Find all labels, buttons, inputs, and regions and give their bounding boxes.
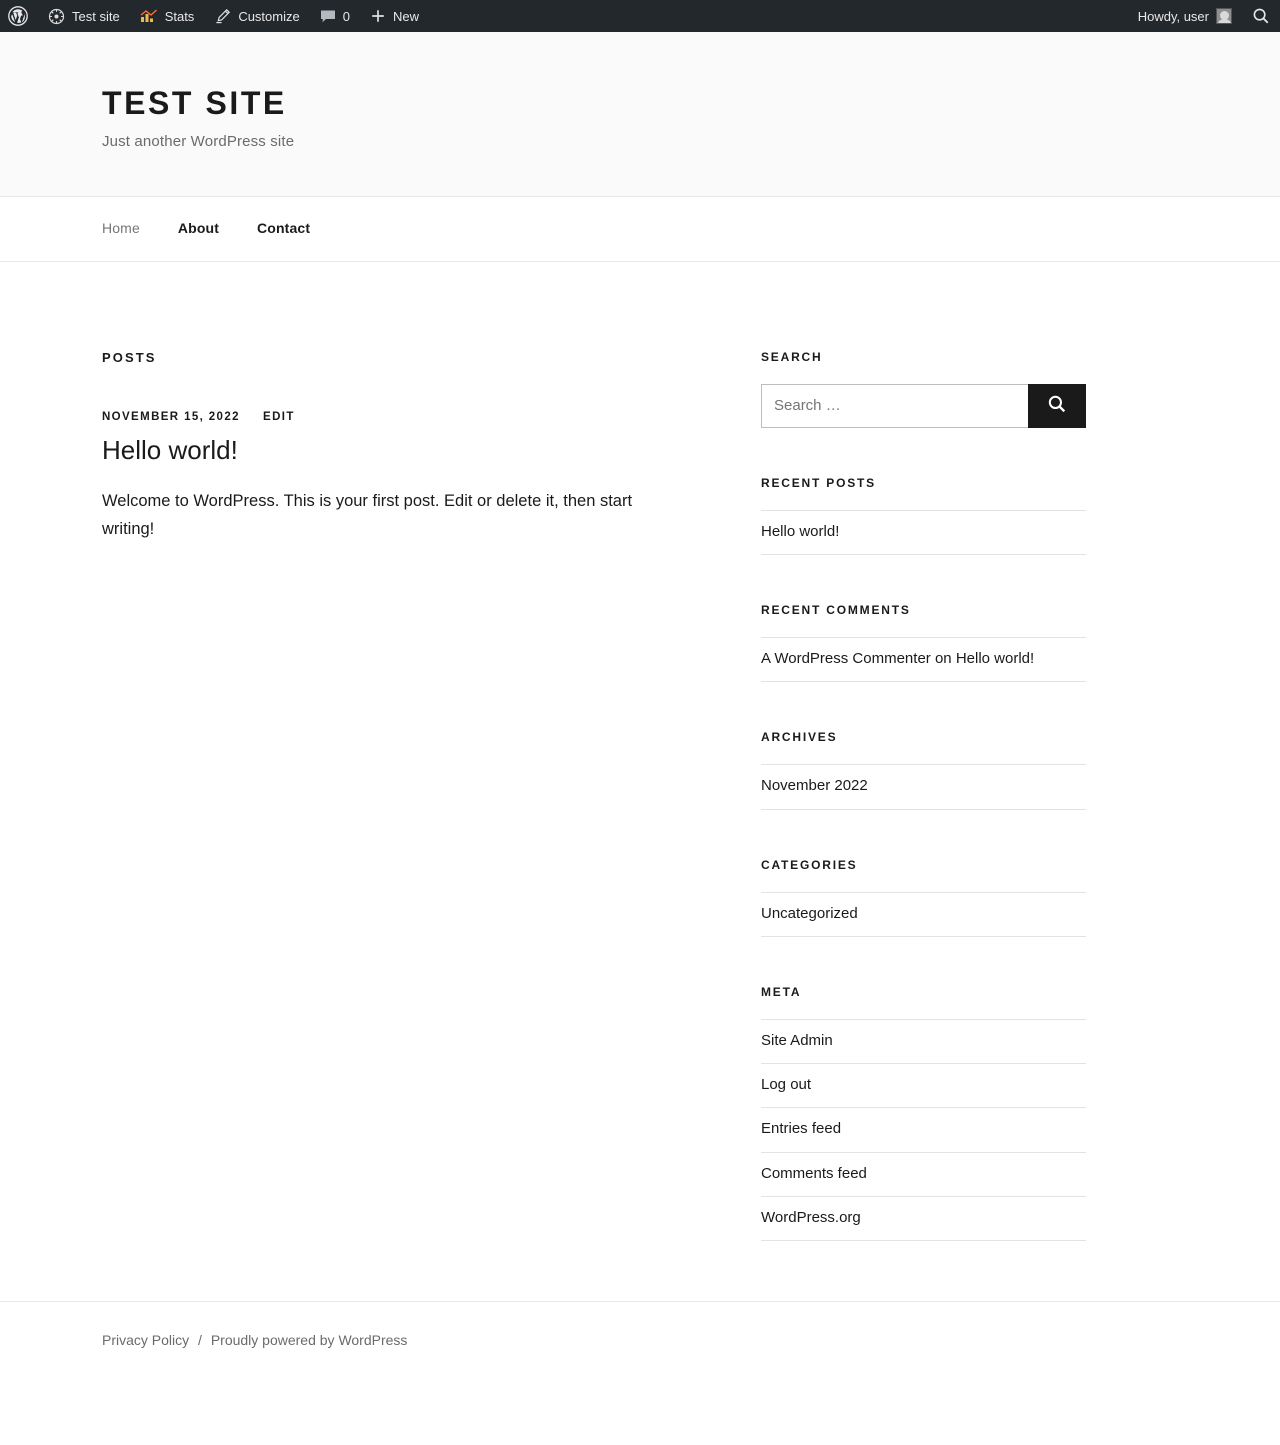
meta-link-site-admin[interactable]: Site Admin: [761, 1031, 833, 1049]
paintbrush-icon: [214, 8, 231, 25]
adminbar-customize-label: Customize: [238, 8, 300, 24]
archive-link[interactable]: November 2022: [761, 777, 868, 795]
widget-archives: [761, 730, 1086, 809]
site-tagline: Just another WordPress site: [102, 132, 295, 150]
list-item[interactable]: [761, 1064, 1086, 1108]
footer-credits: [102, 1332, 1178, 1348]
widget-archives-title: ARCHIVES: [761, 730, 838, 745]
post-meta: [102, 411, 682, 423]
list-item[interactable]: [761, 765, 1086, 809]
post-title-text: Hello world!: [102, 434, 238, 465]
stats-chart-icon: [140, 9, 158, 23]
wp-logo-menu[interactable]: [0, 0, 38, 32]
categories-list: [761, 892, 1086, 937]
widget-meta-title: META: [761, 984, 802, 999]
widget-categories-title: CATEGORIES: [761, 857, 858, 872]
footer-powered-by-link[interactable]: Proudly powered by WordPress: [210, 1332, 408, 1349]
list-item[interactable]: [761, 893, 1086, 937]
post-article: [102, 411, 682, 543]
widget-recent-posts-title: RECENT POSTS: [761, 475, 876, 490]
search-icon: [1047, 394, 1067, 417]
post-edit-link[interactable]: EDIT: [263, 410, 295, 423]
widget-recent-comments-title: RECENT COMMENTS: [761, 603, 911, 618]
posts-section-label: POSTS: [102, 349, 157, 365]
adminbar-new-label: New: [392, 8, 419, 24]
list-item[interactable]: [761, 638, 1086, 682]
post-excerpt: Welcome to WordPress. This is your first post. Edit or delete it, then start writing!: [102, 492, 633, 538]
comment-on-word: on: [934, 650, 952, 668]
adminbar-new-content[interactable]: [360, 0, 429, 32]
category-link[interactable]: Uncategorized: [761, 904, 858, 922]
nav-item-about[interactable]: [178, 220, 219, 238]
recent-post-link[interactable]: Hello world!: [761, 522, 840, 540]
avatar: [1216, 8, 1232, 24]
list-item[interactable]: [761, 511, 1086, 555]
list-item[interactable]: [761, 1108, 1086, 1152]
recent-posts-list: [761, 510, 1086, 555]
widget-meta: [761, 985, 1086, 1241]
meta-link-entries-feed[interactable]: Entries feed: [761, 1120, 842, 1138]
widget-recent-comments: [761, 603, 1086, 682]
footer-privacy-policy-link[interactable]: Privacy Policy: [102, 1332, 190, 1349]
post-date-link[interactable]: NOVEMBER 15, 2022: [102, 410, 240, 423]
meta-link-wordpress-org[interactable]: WordPress.org: [761, 1208, 861, 1226]
search-input[interactable]: [761, 384, 1028, 428]
footer-separator: /: [198, 1332, 202, 1349]
adminbar-stats[interactable]: [130, 0, 205, 32]
list-item[interactable]: [761, 1020, 1086, 1064]
adminbar-search-toggle[interactable]: [1242, 0, 1280, 32]
search-form: [761, 384, 1086, 428]
nav-link-about[interactable]: About: [177, 219, 220, 236]
list-item[interactable]: [761, 1197, 1086, 1241]
comment-author: A WordPress Commenter: [761, 650, 931, 668]
search-submit-button[interactable]: [1028, 384, 1086, 428]
widget-search-title: SEARCH: [761, 349, 823, 364]
search-icon: [1252, 7, 1270, 25]
adminbar-site-name[interactable]: [38, 0, 130, 32]
nav-item-contact[interactable]: [257, 220, 310, 238]
nav-list: [102, 197, 1178, 261]
wordpress-logo-icon: [8, 6, 28, 26]
page-title[interactable]: TEST SITE: [102, 85, 287, 121]
primary-content: [102, 350, 682, 543]
meta-link-comments-feed[interactable]: Comments feed: [761, 1164, 867, 1182]
main-navigation: [0, 197, 1280, 262]
recent-comments-list: [761, 637, 1086, 682]
admin-bar: [0, 0, 1280, 32]
list-item[interactable]: [761, 1153, 1086, 1197]
adminbar-customize[interactable]: [204, 0, 309, 32]
content-area: [90, 262, 1190, 1301]
adminbar-comment-count: 0: [342, 8, 350, 24]
site-footer: [0, 1301, 1280, 1382]
adminbar-my-account[interactable]: [1128, 0, 1242, 32]
nav-link-home[interactable]: Home: [102, 219, 140, 236]
adminbar-site-name-label: Test site: [72, 8, 120, 24]
sidebar: [761, 350, 1086, 1241]
adminbar-howdy-label: Howdy, user: [1137, 8, 1209, 24]
archives-list: [761, 764, 1086, 809]
post-content: [102, 488, 682, 543]
adminbar-comments[interactable]: [310, 0, 360, 32]
meta-link-log-out[interactable]: Log out: [761, 1076, 812, 1094]
comment-bubble-icon: [320, 9, 336, 24]
adminbar-stats-label: Stats: [164, 8, 195, 24]
nav-item-home[interactable]: [102, 220, 140, 238]
widget-categories: [761, 858, 1086, 937]
widget-recent-posts: [761, 476, 1086, 555]
plus-icon: [370, 8, 386, 24]
meta-list: [761, 1019, 1086, 1241]
nav-link-contact[interactable]: Contact: [257, 219, 311, 236]
comment-post-link[interactable]: Hello world!: [955, 650, 1035, 668]
widget-search: [761, 350, 1086, 428]
dashboard-icon: [48, 8, 65, 25]
post-title[interactable]: [102, 434, 682, 467]
site-header: [0, 32, 1280, 197]
